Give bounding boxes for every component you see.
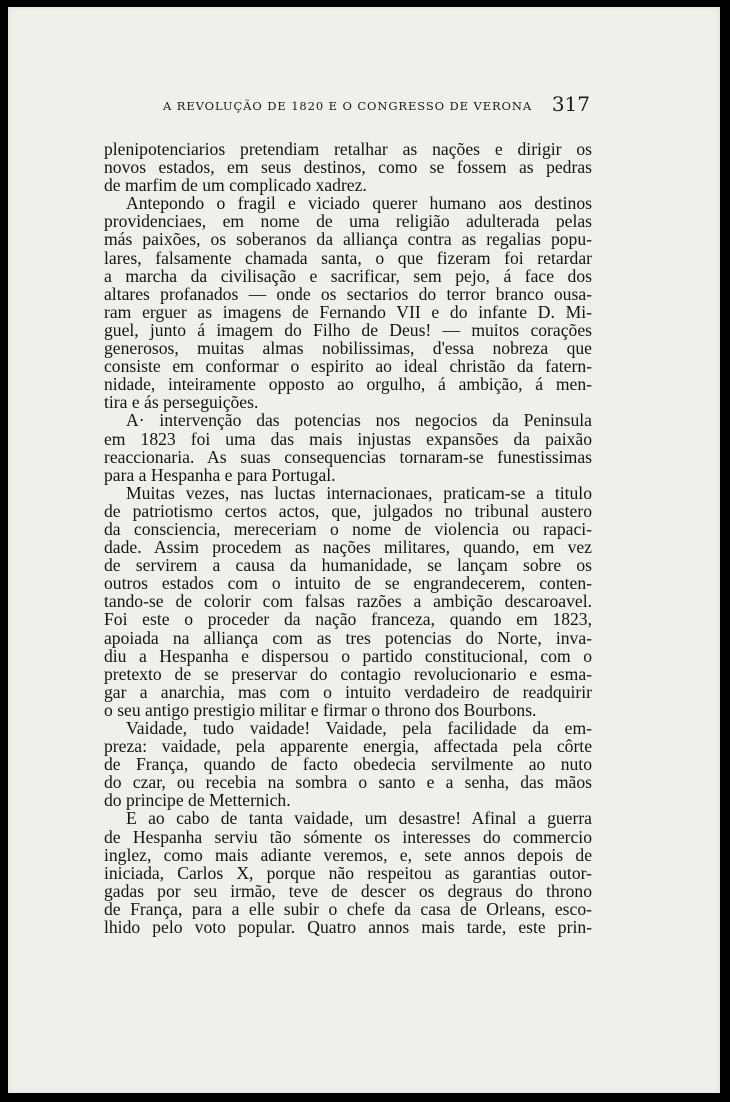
- text-line: de França, quando de facto obedecia servilmente ao nuto: [104, 754, 592, 775]
- paragraph: [104, 194, 592, 411]
- text-line: Antepondo o fragil e viciado querer humano aos destinos: [126, 193, 592, 214]
- text-line: generosos, muitas almas nobilissimas, d'essa nobreza que: [104, 338, 592, 359]
- text-line: altares profanados — onde os sectarios do terror branco ousa-: [104, 283, 592, 304]
- page-number: 317: [551, 92, 590, 116]
- text-line: diu a Hespanha e dispersou o partido constitucional, com o: [104, 645, 592, 666]
- text-line: Vaidade, tudo vaidade! Vaidade, pela facilidade da em-: [126, 718, 592, 738]
- text-line: em 1823 foi uma das mais injustas expansões da paixão: [104, 428, 592, 449]
- text-line: de servirem a causa da humanidade, se lançam sobre os: [104, 555, 592, 576]
- text-line: consiste em conformar o espirito ao ideal christão da fatern-: [104, 356, 592, 377]
- text-line: providenciaes, em nome de uma religião adulterada pelas: [104, 211, 592, 232]
- text-line: de França, para a elle subir o chefe da casa de Orleans, esco-: [104, 898, 592, 919]
- text-line: do czar, ou recebia na sombra o santo e a senha, das mãos: [104, 772, 592, 793]
- text-line: lhido pelo voto popular. Quatro annos mais tarde, este prin-: [104, 917, 592, 938]
- text-line: de Hespanha serviu tão sómente os interesses do commercio: [104, 826, 592, 847]
- text-line: dade. Assim procedem as nações militares, quando, em vez: [104, 537, 592, 558]
- text-line: para a Hespanha e para Portugal.: [104, 464, 336, 485]
- text-line: iniciada, Carlos X, porque não respeitou as garantias outor-: [104, 862, 592, 883]
- book-page: [8, 7, 720, 1093]
- text-line: tando-se de colorir com falsas razões a ambição descaroavel.: [104, 591, 592, 612]
- text-line: novos estados, em seus destinos, como se fossem as pedras: [104, 157, 592, 178]
- paragraph: [104, 411, 592, 483]
- text-line: pretexto de se preservar do contagio revolucionario e esma-: [104, 663, 592, 684]
- text-line: preza: vaidade, pela apparente energia, affectada pela côrte: [104, 736, 592, 757]
- text-line: a marcha da civilisação e sacrificar, sem pejo, á face dos: [104, 265, 592, 286]
- text-line: Foi este o proceder da nação franceza, quando em 1823,: [104, 609, 592, 630]
- text-line: Muitas vezes, nas luctas internacionaes, praticam-se a titulo: [126, 482, 592, 503]
- paragraph: [104, 719, 592, 809]
- text-line: do principe de Metternich.: [104, 790, 291, 811]
- text-line: plenipotenciarios pretendiam retalhar as nações e dirigir os: [104, 139, 592, 159]
- text-line: da consciencia, mereceriam o nome de violencia ou rapaci-: [104, 518, 592, 539]
- text-line: inglez, como mais adiante veremos, e, sete annos depois de: [104, 844, 592, 865]
- text-line: tira e ás perseguições.: [104, 392, 259, 413]
- text-line: A· intervenção das potencias nos negocios da Peninsula: [126, 410, 592, 431]
- text-line: gar a anarchia, mas com o intuito verdadeiro de readquirir: [104, 681, 592, 702]
- text-line: outros estados com o intuito de se engrandecerem, conten-: [104, 573, 592, 594]
- body-text: [104, 140, 592, 936]
- text-line: E ao cabo de tanta vaidade, um desastre! Afinal a guerra: [126, 808, 592, 829]
- text-line: ram erguer as imagens de Fernando VII e do infante D. Mi-: [104, 301, 592, 322]
- text-line: de patriotismo certos actos, que, julgados no tribunal austero: [104, 500, 592, 521]
- text-line: más paixões, os soberanos da alliança contra as regalias popu-: [104, 229, 592, 250]
- text-line: de marfim de um complicado xadrez.: [104, 175, 367, 196]
- text-line: gadas por seu irmão, teve de descer os degraus do throno: [104, 880, 592, 901]
- text-line: reaccionaria. As suas consequencias tornaram-se funestissimas: [104, 446, 592, 467]
- paragraph: [104, 140, 592, 194]
- running-title: A REVOLUÇÃO DE 1820 E O CONGRESSO DE VERONA: [163, 99, 533, 113]
- text-line: nidade, inteiramente opposto ao orgulho, á ambição, á men-: [104, 374, 592, 395]
- paragraph: [104, 809, 592, 936]
- text-line: apoiada na alliança com as tres potencias do Norte, inva-: [104, 627, 592, 648]
- paragraph: [104, 484, 592, 719]
- text-line: o seu antigo prestigio militar e firmar o throno dos Bourbons.: [104, 699, 537, 720]
- text-line: guel, junto á imagem do Filho de Deus! — muitos corações: [104, 319, 592, 340]
- page-header: [108, 91, 592, 121]
- text-line: lares, falsamente chamada santa, o que fizeram foi retardar: [104, 247, 592, 268]
